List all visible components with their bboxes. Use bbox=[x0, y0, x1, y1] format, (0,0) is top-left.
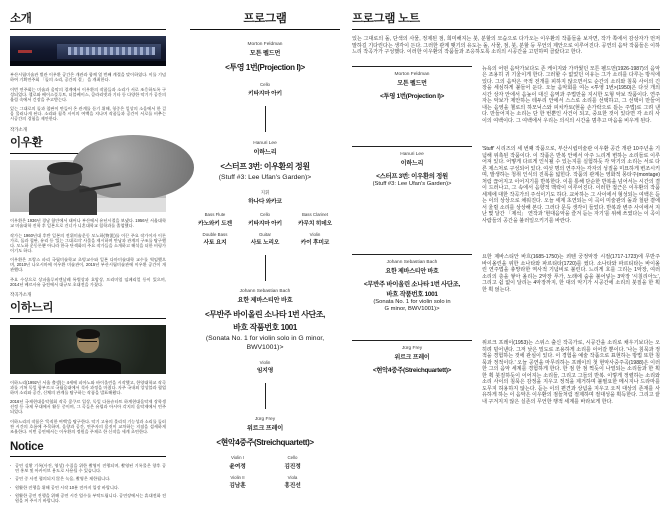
program-title: 프로그램 bbox=[190, 10, 340, 30]
piece-2-composer-ko: 이하느리 bbox=[253, 148, 277, 156]
piece-1-composer-en: Morton Feldman bbox=[247, 42, 283, 47]
note-section-2 bbox=[352, 146, 660, 224]
performer-name: 키타지마 아키 bbox=[248, 220, 282, 227]
note-2-label bbox=[352, 146, 472, 187]
note-section-1 bbox=[352, 66, 660, 125]
performer-name: 카노와키 도겐 bbox=[198, 220, 232, 227]
piece-3-performer-role: Violin bbox=[259, 359, 271, 365]
program-column bbox=[190, 10, 340, 489]
piece-3-title-line-4: BWV1001)> bbox=[246, 343, 284, 351]
performer-name: 사토 노리오 bbox=[250, 240, 280, 246]
artist-bio-paragraph-3: 이우환은 프랑스 파리 국립미술학교 초빙교수와 일본 다마미술대학 교수를 역임했으며, 2010년 나오시마에 이우환 미술관이, 2015년 부산시립미술관에 이우환 공간이 개관했다. bbox=[10, 257, 166, 272]
composer-body-shape bbox=[55, 358, 121, 375]
program-piece-3 bbox=[190, 289, 340, 374]
notice-item-2: · 공연 중 사전 협의되지 않은 녹음, 촬영은 제한됩니다. bbox=[10, 476, 166, 481]
piece-2-composer-en: Hanuri Lee bbox=[253, 140, 277, 146]
note-3-body: 요한 제바스티안 바흐(1685-1750)는 쾨텐 궁정악장 시절(1717-1723)에 무반주 바이올린을 위한 소나타와 파르티타(1720)를 썼다. 소나타와 파르티타는 바이올린 연주법을 총망라한 역사적 기념비로 불린다. 느리게 호를 그리는 1악장, 여러 소리의 층을 쌓아 올리는 2악장 푸가, 노래에 숨을 불어넣는 3악장 '시칠리아노', 그리고 쉼 없이 달리는 4악장까지, 한 대의 악기가 시공간에 소리의 붓질을 한 획 한 획 얹는다. bbox=[482, 254, 660, 293]
performer-role: Violin II bbox=[230, 474, 245, 480]
note-4-label bbox=[352, 340, 472, 374]
artist-section-label: 작가소개 bbox=[10, 127, 27, 132]
piece-2-performer-6 bbox=[290, 232, 340, 247]
piece-2-performer-5 bbox=[240, 232, 290, 247]
program-separator-line-1 bbox=[265, 106, 266, 132]
intro-paragraph-3: 있는 그대로의 돌과 철판이 만들어 온 관계를 듣기 위해, 청중은 일상의 소음에서 한 걸음 물러나게 된다. 소리와 침묵 사이의 여백을 지나며 작품들과 공간이 서로를 비추는 시공간의 경험을 제안한다. bbox=[10, 106, 166, 121]
note-4-composer-en: Jürg Frey bbox=[401, 346, 423, 352]
piece-2-title: <스터프 3번: 이우환의 정원 bbox=[220, 161, 310, 171]
piece-4-performer-4 bbox=[265, 475, 320, 490]
piece-4-performer-2 bbox=[265, 455, 320, 470]
piece-3-composer-ko: 요한 제바스티안 바흐 bbox=[237, 297, 293, 304]
program-notes-title: 프로그램 노트 bbox=[352, 10, 660, 30]
left-column bbox=[10, 10, 166, 507]
museum-night-photo bbox=[10, 36, 166, 66]
piece-1-performer bbox=[190, 82, 340, 97]
piece-2-title-en: (Stuff #3: Lee Ufan's Garden)> bbox=[218, 173, 312, 181]
note-2-piece-title: <스터프 3번: 이우환의 정원 bbox=[376, 173, 448, 181]
note-2-piece-title-en: (Stuff #3: Lee Ufan's Garden)> bbox=[372, 181, 452, 188]
note-3-piece-title-line-1: <무반주 바이올린 소나타 1번 사단조, bbox=[363, 281, 461, 289]
piece-4-composer-en: Jürg Frey bbox=[254, 417, 276, 422]
composer-bio-paragraph-1: 이하느리(1992년 서울 출생)는 4세에 피아노와 바이올린을 시작했고, 한양대학교 작곡과를 거쳐 독일 함부르크 국립음대에서 석사 과정을 마쳤다. 자주 국내외 앙상블과 협업하며 소리와 공간, 신체의 관계를 탐구하는 작품을 발표해왔다. bbox=[10, 379, 166, 395]
section-composer bbox=[10, 292, 166, 434]
section-intro bbox=[10, 10, 166, 121]
note-2-body: 'Stuff' 시리즈의 세 번째 작품으로, 부산시립미술관 이우환 공간 개관 10주년을 기념해 위촉된 작품이다. 이 작품은 반복 안에서 아주 느리게 변하는 소리들로 이루어져 있다. 어떻게 다르게 인식될 수 있는지를 실험하듯 각 악기의 소리는 서로 다른 제스처로 구성되어 있다. 여섯 명의 연주자는 각자의 성질을 미묘하게 변조시키며, 발생하는 청취 인식의 진폭을 넓힌다. 작품의 관계는 영화적 몽타주(montage)처럼 끊어지고 이어지기를 반복한다. 이를 통해 단순한 반복을 넘어서는 시간의 결이 드러나고, 그 속에서 음향적 맥락이 이루어진다. 이러한 접근은 이우환의 작품 세계에 대한 작곡가의 주석이기도 하다. 교차하는 그 사이에서 형성되는 여백은 듣는 이의 상상으로 채워진다. 오늘 세계 초연되는 이 곡이 미술관의 돌과 철판 곁에서 울릴 소리를 상상해 본다. 그러다 문득 생각이 들었다. 반복과 변주 사이에서 지난 몇 달간 「제석」 연작과 '현대음악을 즐겨 듣는 자기'를 위해 쓰였다는 이 곡이 사람들의 공간을 불러일으키기를 바란다. bbox=[482, 146, 660, 224]
note-4-piece-title: <현악4중주(Streichquartett)> bbox=[372, 367, 452, 375]
piece-3-title-line-3: (Sonata No. 1 for violin solo in G minor, bbox=[205, 334, 325, 342]
program-piece-4 bbox=[190, 417, 340, 489]
composer-bio-paragraph-2: 2016년 국제현대음악협회 작곡 콩쿠르 입상, 독일 다름슈타트 하계현대음악제 장학생 선정 등 국제 무대에서 활동 중이며, 그 곡들은 유럽과 아시아 각지의 음악제에서 연주되었다. bbox=[10, 399, 166, 414]
notice-item-4: · 원활한 공연 진행을 위해 공연 시간 엄수를 부탁드립니다. 공연장에서는 휴대전화 전원을 꺼 주시기 바랍니다. bbox=[10, 493, 166, 503]
note-2-composer-en: Hanuri Lee bbox=[400, 152, 424, 158]
piece-3-performer bbox=[190, 360, 340, 375]
notice-title: Notice bbox=[10, 441, 166, 457]
piece-1-title: <투영 1번(Projection I)> bbox=[225, 63, 305, 72]
note-1-body: 뉴욕의 어떤 음악가보다도 존 케이지와 가까웠던 모튼 펠드먼(1926-1987)의 음악은 조용히 귀 기울이게 한다. 그러할 수 없었던 이유는 그가 소리를 다루는 방식에 있다. 그의 음악은 극적 전개를 피하지 않으면서도 순간의 소리와 침묵 사이의 긴장을 세심하게 붙들어 둔다. 오늘 음악회를 여는 <투영 1번>(1950)은 다섯 개의 시간 상자 안에서 음높이 대신 음역과 주법만을 지시한 도형 악보 작품이다. 연주자는 악보가 제안하는 테두리 안에서 스스로 소리를 선택하고, 그 선택이 만들어 내는 음영을 첼로의 하모닉스와 피치카토(현을 손가락으로 뜯는 주법)로 그려 낸다. 만들어지는 소리는 단 한 번뿐인 사건이 되고, 중요한 것이 있다면 각 소리 사이의 여백이다. 그 여백에서 우리는 의식의 시간을 멈추고 마음을 비우게 된다. bbox=[482, 65, 660, 124]
intro-paragraph-2: 이번 연주회는 미술과 음악의 경계에서 이우환의 작품들과 소리가 서로 조응하도록 구성되었다. 첼로와 베이스플루트, 더블베이스, 클라리넷과 기타 등 다양한 악기가 공간의 울림 속에서 긴장을 주고받는다. bbox=[10, 86, 166, 102]
museum-glass-facade-shape bbox=[68, 47, 155, 55]
performer-role: Cello bbox=[259, 212, 270, 217]
artist-bio-paragraph-2: 작가는 1960년대 후반 일본의 전위미술운동 모노하(物派)를 이끈 주요 작가이자 이론가로, 돌과 철판, 유리 등 '있는 그대로의' 사물을 제시하며 만남과 관계의 구조를 탐구했다. 모노하 운동론뿐 아니라 한국 단색화의 주요 작가들을 소개하고 해석을 더한 비평가이기도 하다. bbox=[10, 232, 166, 253]
notice-list bbox=[10, 463, 166, 504]
notice-item-3: · 원활한 진행을 위해 공연 시작 10분 전까지 입장 바랍니다. bbox=[10, 485, 166, 490]
performer-role: Bass Flute bbox=[204, 212, 226, 217]
note-3-composer-en: Johann Sebastian Bach bbox=[386, 260, 438, 266]
piece-2-performer-4 bbox=[190, 232, 240, 247]
piece-2-performer-grid bbox=[190, 212, 340, 246]
note-section-3 bbox=[352, 254, 660, 312]
piece-2-conductor bbox=[190, 190, 340, 206]
piece-3-composer-en: Johann Sebastian Bach bbox=[239, 289, 291, 294]
performer-name: 사토 요지 bbox=[203, 240, 227, 246]
composer-bio-paragraph-3: 이하느리의 작품은 '묵직한 여백'을 탐구한다. 악기 고유의 물리적 기능성과 소리를 둘러싼 시간의 흐름에 주목하며, 음향과 공간, 연주자의 몸짓이 교차하는 지점을 섬세하게 조율한다. 이번 공연에서는 이우환의 정원을 주제로 한 신작을 세계 초연한다. bbox=[10, 418, 166, 434]
intro-paragraph-1: 부산시립미술관 별관 이우환 공간은 개관과 함께 열 번째 계절을 맞이하였다. 이를 기념하여 기획연주회 「돌의 소리, 공간의 결」 을 개최한다. bbox=[10, 72, 166, 82]
composer-name-title: 이하느리 bbox=[10, 299, 166, 319]
piece-2-conductor-name: 하나다 와카코 bbox=[248, 199, 282, 205]
performer-role: Violin bbox=[309, 231, 321, 237]
piece-1-performer-name: 키타지마 아키 bbox=[248, 90, 282, 97]
artist-portrait-photo bbox=[10, 160, 166, 212]
section-notice bbox=[10, 441, 166, 504]
performer-role: Violin I bbox=[230, 455, 245, 460]
program-notes-column bbox=[352, 10, 660, 405]
piece-4-performer-1 bbox=[210, 455, 265, 470]
note-3-piece-title-line-4: G minor, BWV1001)> bbox=[384, 306, 440, 313]
performer-role: Double Bass bbox=[202, 231, 228, 237]
piece-3-title-line-1: <무반주 바이올린 소나타 1번 사단조, bbox=[204, 310, 326, 319]
note-2-composer-ko: 이하느리 bbox=[400, 161, 424, 168]
performer-name: 카무치 히데오 bbox=[298, 220, 332, 227]
performer-name: 카이 후미코 bbox=[300, 240, 330, 246]
performer-role: Viola bbox=[287, 474, 298, 480]
piece-4-title: <현악4중주(Streichquartett)> bbox=[216, 438, 314, 447]
note-1-composer-en: Morton Feldman bbox=[394, 71, 430, 77]
artist-name-title: 이우환 bbox=[10, 134, 166, 154]
artist-hair-shape bbox=[47, 162, 83, 176]
composer-glasses-shape bbox=[79, 341, 96, 343]
program-separator-line-2 bbox=[265, 255, 266, 281]
artist-bio-paragraph-4: 주요 수상으로 상파울루비엔날레 특별상과 호암상, 프리미엄 임페리얼 등이 있으며, 2014년 베르사유 궁전에서 대규모 초대전을 가졌다. bbox=[10, 276, 166, 287]
performer-role: Cello bbox=[287, 455, 298, 460]
note-4-body: 위르크 프레이(1953)는 스위스 출신 작곡가로, 시공간을 소리로 채우기보다는 오히려 덜어낸다. 그저 낮은 밀도로 조용하게 소리를 이어갈 뿐이다. '나는 침묵과 정적을 경험하는 것에 관심이 있다. 이 경험을 예술 작품으로 표현하는 방법 또한 침묵과 정적이다.' 오늘 공연을 마무리하는 프레이의 첫 현악사중주곡(1988)은 이러한 그의 음악 세계를 경험하게 한다. 한 점 한 점 찍듯이 나열되는 소리들과 한 획 한 획 붓질하듯이 이어지는 소리들, 그리고 그들의 반복. 이렇게 정렬하는 소리와 소리 사이의 침묵은 감정을 지우고 정적을 제거하며 불필요한 메시지나 드라마를 도무지 허용하지 않는다. 듣는 이의 편견과 상념을 지우고 오직 대상의 존재를 사유하게 하는 이 음악은 이우환의 점들처럼 절제하며 절대성을 획득한다. 그리고 끝내 구겨지지 않은 실존의 무언한 행적 세계를 바라보게 한다. bbox=[482, 340, 660, 405]
notice-item-1: · 공연 실황 기록(사진, 영상) 수집을 위한 촬영이 진행되며, 촬영된 기록물은 향후 공연 홍보 및 아카이브 용도로 사용될 수 있습니다. bbox=[10, 463, 166, 473]
piece-4-performer-grid bbox=[190, 455, 340, 489]
note-section-4 bbox=[352, 340, 660, 405]
performer-name: 윤여정 bbox=[229, 463, 246, 470]
note-1-composer-ko: 모튼 펠드먼 bbox=[397, 80, 427, 87]
note-1-piece-title: <투영 1번(Projection I)> bbox=[379, 92, 445, 100]
performer-name: 홍진선 bbox=[284, 483, 301, 489]
piece-1-performer-role: Cello bbox=[259, 82, 270, 87]
artist-bio-paragraph-1: 이우환은 1936년 경남 함안에서 태어나 부산에서 유년시절을 보냈다. 1956년 서울대학교 미술대학 진학 후 일본으로 건너가 니혼대학교 철학과를 졸업했다. bbox=[10, 218, 166, 228]
composer-section-label: 작곡가소개 bbox=[10, 291, 32, 297]
piece-2-performer-1 bbox=[190, 212, 240, 227]
note-3-label bbox=[352, 254, 472, 312]
note-3-piece-title-line-2: 바흐 작품번호 1001 bbox=[386, 291, 438, 299]
piece-1-composer-ko: 모튼 펠드먼 bbox=[249, 50, 281, 57]
piece-3-title-line-2: 바흐 작품번호 1001 bbox=[233, 322, 297, 332]
piece-4-performer-3 bbox=[210, 475, 265, 490]
piece-2-performer-2 bbox=[240, 212, 290, 227]
piece-3-performer-name: 임지영 bbox=[256, 368, 274, 374]
note-3-composer-ko: 요한 제바스티안 바흐 bbox=[385, 269, 439, 276]
program-notes-intro: 있는 그대로의 돌, 단색의 사물, 정제된 점, 희미해지는 붓, 분할의 모습으로 다가오는 이우환의 작품들을 보자면, 작가 쪽에서 감상자가 먼저 말하길 기다린다는 생각이 든다. 그러한 관계 맺기의 유도는 돌, 사물, 점, 붓, 분할 등 무언의 제안으로 이루어진다. 공연의 음악 작품들은 이하느리 작곡가가 구성했다. 이러한 이우환의 작품들과 조응하도록 소리의 시공간을 고민하며 골랐다고 한다. bbox=[352, 36, 660, 56]
performer-name: 김남훈 bbox=[229, 483, 246, 489]
composer-portrait-photo bbox=[10, 325, 166, 374]
program-piece-2 bbox=[190, 141, 340, 247]
piece-4-composer-ko: 위르크 프레이 bbox=[246, 425, 284, 432]
composer-hair-shape bbox=[76, 329, 101, 339]
note-1-label bbox=[352, 66, 472, 100]
performer-name: 김진정 bbox=[284, 463, 301, 470]
museum-red-light-shape bbox=[18, 50, 32, 54]
section-artist bbox=[10, 127, 166, 287]
performer-role: Bass Clarinet bbox=[301, 212, 329, 217]
piece-2-conductor-role: 지휘 bbox=[260, 189, 270, 195]
note-4-composer-ko: 위르크 프레이 bbox=[394, 355, 430, 362]
museum-ground-shape bbox=[10, 61, 166, 66]
program-separator-line-3 bbox=[265, 383, 266, 409]
piece-2-performer-3 bbox=[290, 212, 340, 227]
program-piece-1 bbox=[190, 42, 340, 97]
intro-title: 소개 bbox=[10, 10, 166, 30]
note-3-piece-title-line-3: (Sonata No. 1 for violin solo in bbox=[373, 299, 451, 306]
performer-role: Guitar bbox=[259, 231, 271, 237]
